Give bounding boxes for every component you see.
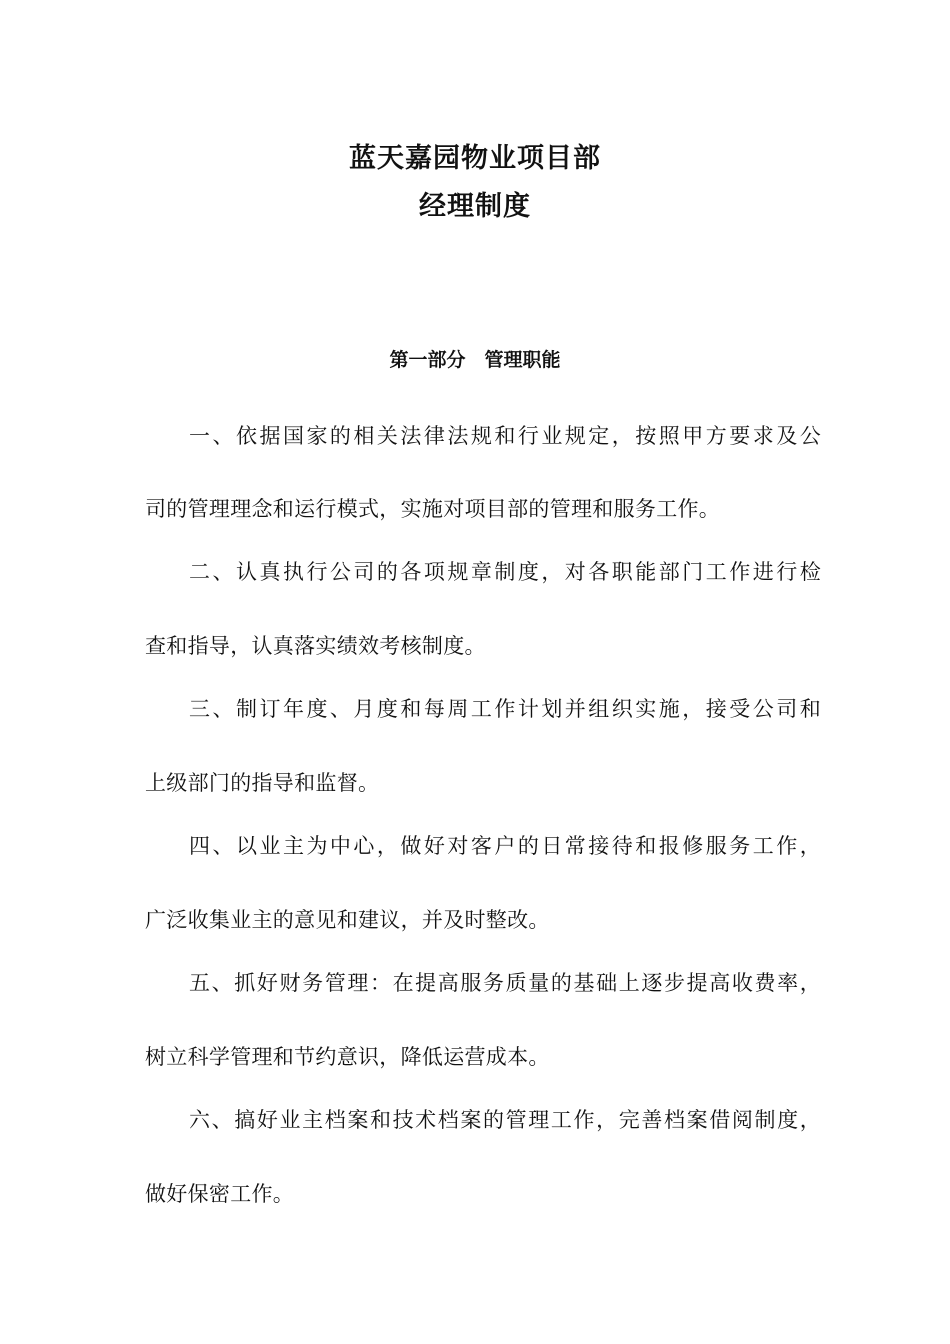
paragraph-6-line-2: 做好保密工作。	[145, 1182, 295, 1206]
document-subtitle: 经理制度	[419, 191, 531, 222]
paragraph-1-line-2: 司的管理理念和运行模式，实施对项目部的管理和服务工作。	[145, 497, 721, 521]
paragraph-2-line-2: 查和指导，认真落实绩效考核制度。	[145, 634, 486, 658]
paragraph-3-line-2: 上级部门的指导和监督。	[145, 771, 380, 795]
section-heading: 第一部分 管理职能	[389, 349, 561, 371]
paragraph-1-line-1: 一、依据国家的相关法律法规和行业规定，按照甲方要求及公	[189, 424, 821, 448]
paragraph-5-line-2: 树立科学管理和节约意识，降低运营成本。	[145, 1045, 550, 1069]
document-title: 蓝天嘉园物业项目部	[349, 143, 601, 174]
paragraph-5-line-1: 五、抓好财务管理：在提高服务质量的基础上逐步提高收费率，	[189, 971, 821, 995]
paragraph-2-line-1: 二、认真执行公司的各项规章制度，对各职能部门工作进行检	[189, 560, 821, 584]
paragraph-4-line-2: 广泛收集业主的意见和建议，并及时整改。	[145, 908, 550, 932]
paragraph-6-line-1: 六、搞好业主档案和技术档案的管理工作，完善档案借阅制度，	[189, 1108, 821, 1132]
paragraph-4-line-1: 四、以业主为中心，做好对客户的日常接待和报修服务工作，	[189, 834, 821, 858]
paragraph-3-line-1: 三、制订年度、月度和每周工作计划并组织实施，接受公司和	[189, 697, 821, 721]
